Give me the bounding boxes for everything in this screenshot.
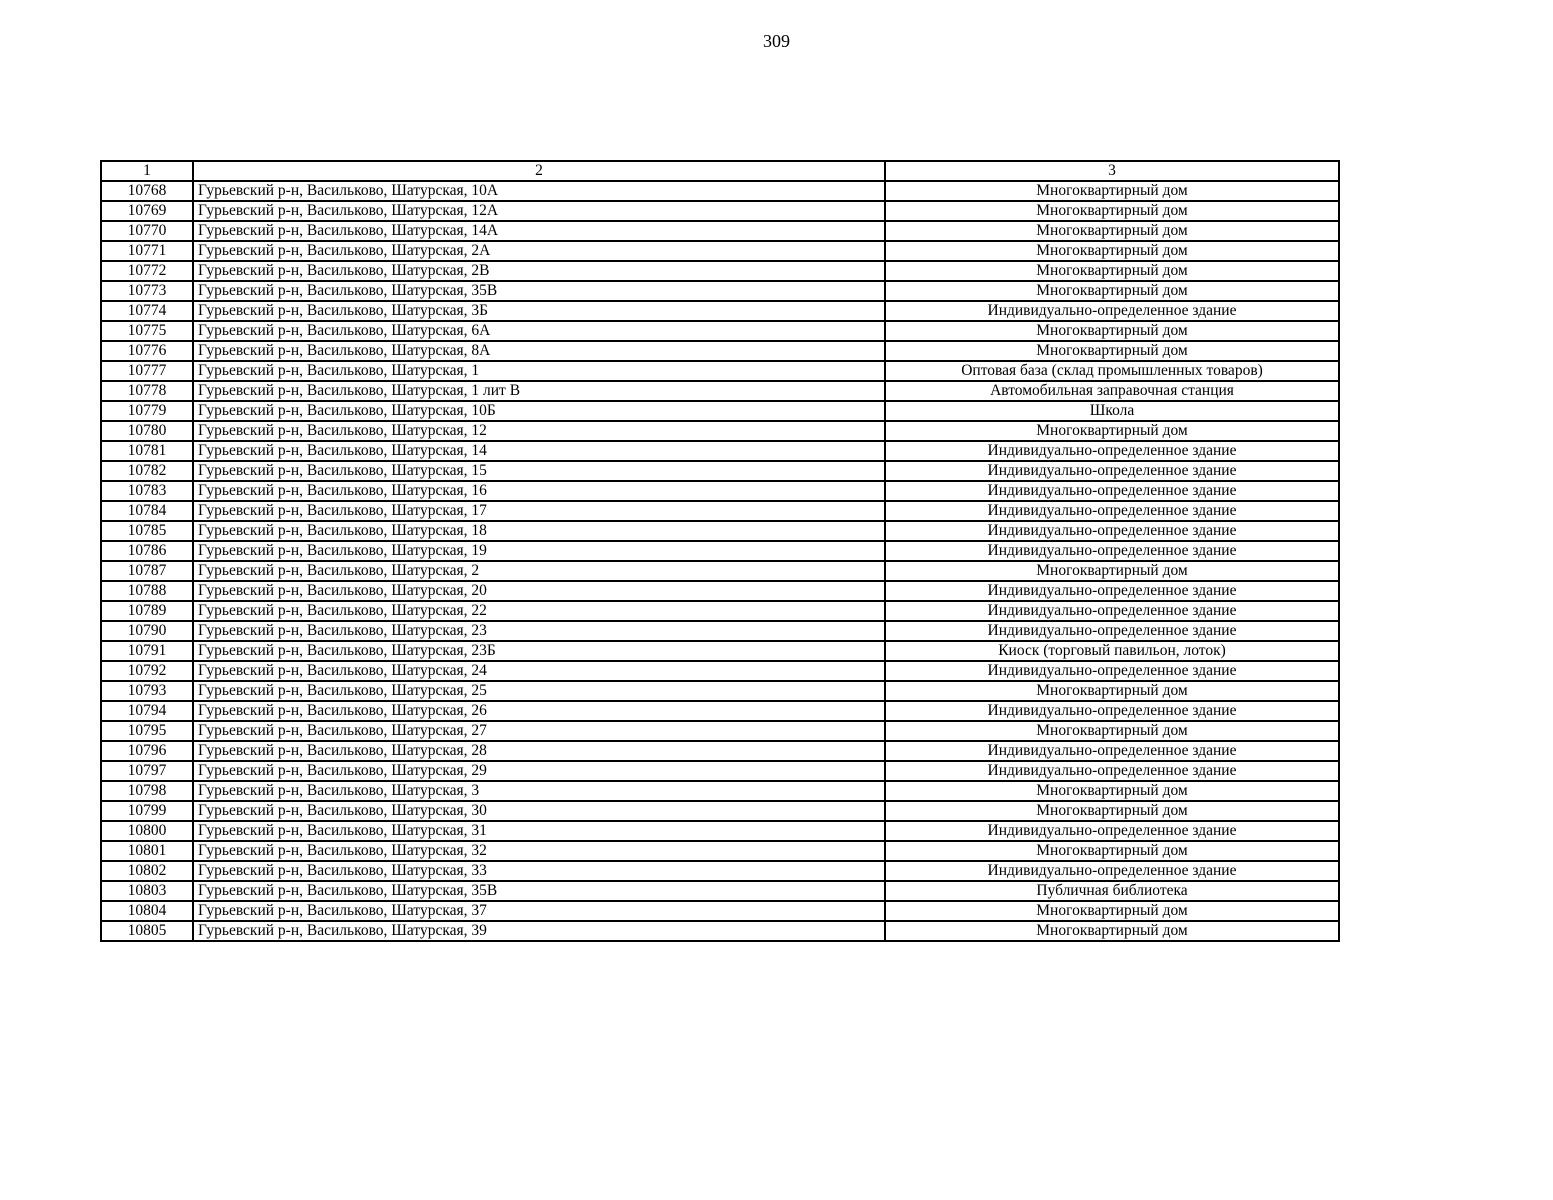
table-body (101, 181, 1339, 941)
row-address-cell: Гурьевский р-н, Васильково, Шатурская, 19 (193, 541, 885, 561)
row-address-cell: Гурьевский р-н, Васильково, Шатурская, 15 (193, 461, 885, 481)
row-address-cell: Гурьевский р-н, Васильково, Шатурская, 31 (193, 821, 885, 841)
row-type-cell: Многоквартирный дом (885, 201, 1339, 221)
row-id-cell: 10798 (101, 781, 193, 801)
row-type-cell: Многоквартирный дом (885, 901, 1339, 921)
row-address-cell: Гурьевский р-н, Васильково, Шатурская, 30 (193, 801, 885, 821)
table-row (101, 541, 1339, 561)
row-address-cell: Гурьевский р-н, Васильково, Шатурская, 20 (193, 581, 885, 601)
row-id-cell: 10789 (101, 601, 193, 621)
row-type-cell: Индивидуально-определенное здание (885, 441, 1339, 461)
table-header-row (101, 161, 1339, 181)
row-id-cell: 10793 (101, 681, 193, 701)
row-type-cell: Киоск (торговый павильон, лоток) (885, 641, 1339, 661)
row-id-cell: 10778 (101, 381, 193, 401)
row-id-cell: 10787 (101, 561, 193, 581)
table-row (101, 821, 1339, 841)
row-type-cell: Многоквартирный дом (885, 341, 1339, 361)
row-type-cell: Многоквартирный дом (885, 561, 1339, 581)
row-address-cell: Гурьевский р-н, Васильково, Шатурская, 35В (193, 881, 885, 901)
row-type-cell: Индивидуально-определенное здание (885, 741, 1339, 761)
row-address-cell: Гурьевский р-н, Васильково, Шатурская, 23 (193, 621, 885, 641)
table-row (101, 641, 1339, 661)
row-id-cell: 10796 (101, 741, 193, 761)
row-type-cell: Многоквартирный дом (885, 841, 1339, 861)
row-address-cell: Гурьевский р-н, Васильково, Шатурская, 1 (193, 361, 885, 381)
row-type-cell: Автомобильная заправочная станция (885, 381, 1339, 401)
row-type-cell: Индивидуально-определенное здание (885, 861, 1339, 881)
row-id-cell: 10782 (101, 461, 193, 481)
row-type-cell: Многоквартирный дом (885, 221, 1339, 241)
row-type-cell: Индивидуально-определенное здание (885, 761, 1339, 781)
row-address-cell: Гурьевский р-н, Васильково, Шатурская, 22 (193, 601, 885, 621)
table-row (101, 801, 1339, 821)
row-id-cell: 10784 (101, 501, 193, 521)
table-row (101, 301, 1339, 321)
row-address-cell: Гурьевский р-н, Васильково, Шатурская, 37 (193, 901, 885, 921)
table-row (101, 361, 1339, 381)
row-id-cell: 10792 (101, 661, 193, 681)
row-id-cell: 10799 (101, 801, 193, 821)
row-address-cell: Гурьевский р-н, Васильково, Шатурская, 28 (193, 741, 885, 761)
row-id-cell: 10783 (101, 481, 193, 501)
row-address-cell: Гурьевский р-н, Васильково, Шатурская, 2 (193, 561, 885, 581)
row-address-cell: Гурьевский р-н, Васильково, Шатурская, 23Б (193, 641, 885, 661)
row-id-cell: 10772 (101, 261, 193, 281)
row-type-cell: Индивидуально-определенное здание (885, 541, 1339, 561)
table-row (101, 521, 1339, 541)
row-address-cell: Гурьевский р-н, Васильково, Шатурская, 10А (193, 181, 885, 201)
table-row (101, 901, 1339, 921)
table-row (101, 561, 1339, 581)
row-address-cell: Гурьевский р-н, Васильково, Шатурская, 29 (193, 761, 885, 781)
row-address-cell: Гурьевский р-н, Васильково, Шатурская, 39 (193, 921, 885, 941)
table-row (101, 921, 1339, 941)
row-address-cell: Гурьевский р-н, Васильково, Шатурская, 2В (193, 261, 885, 281)
row-address-cell: Гурьевский р-н, Васильково, Шатурская, 18 (193, 521, 885, 541)
table-row (101, 221, 1339, 241)
row-address-cell: Гурьевский р-н, Васильково, Шатурская, 32 (193, 841, 885, 861)
row-id-cell: 10805 (101, 921, 193, 941)
table-row (101, 181, 1339, 201)
row-address-cell: Гурьевский р-н, Васильково, Шатурская, 24 (193, 661, 885, 681)
row-type-cell: Индивидуально-определенное здание (885, 621, 1339, 641)
row-id-cell: 10804 (101, 901, 193, 921)
row-type-cell: Индивидуально-определенное здание (885, 821, 1339, 841)
row-type-cell: Индивидуально-определенное здание (885, 581, 1339, 601)
row-type-cell: Многоквартирный дом (885, 261, 1339, 281)
row-address-cell: Гурьевский р-н, Васильково, Шатурская, 12А (193, 201, 885, 221)
row-type-cell: Индивидуально-определенное здание (885, 501, 1339, 521)
registry-table (100, 160, 1340, 942)
row-address-cell: Гурьевский р-н, Васильково, Шатурская, 3Б (193, 301, 885, 321)
row-id-cell: 10800 (101, 821, 193, 841)
table-row (101, 581, 1339, 601)
row-id-cell: 10779 (101, 401, 193, 421)
table-row (101, 681, 1339, 701)
row-address-cell: Гурьевский р-н, Васильково, Шатурская, 14А (193, 221, 885, 241)
row-id-cell: 10775 (101, 321, 193, 341)
row-address-cell: Гурьевский р-н, Васильково, Шатурская, 17 (193, 501, 885, 521)
row-type-cell: Оптовая база (склад промышленных товаров) (885, 361, 1339, 381)
row-id-cell: 10781 (101, 441, 193, 461)
row-type-cell: Многоквартирный дом (885, 181, 1339, 201)
row-address-cell: Гурьевский р-н, Васильково, Шатурская, 2А (193, 241, 885, 261)
row-type-cell: Многоквартирный дом (885, 421, 1339, 441)
row-type-cell: Многоквартирный дом (885, 281, 1339, 301)
row-address-cell: Гурьевский р-н, Васильково, Шатурская, 3 (193, 781, 885, 801)
row-type-cell: Индивидуально-определенное здание (885, 521, 1339, 541)
row-type-cell: Многоквартирный дом (885, 321, 1339, 341)
row-address-cell: Гурьевский р-н, Васильково, Шатурская, 26 (193, 701, 885, 721)
row-address-cell: Гурьевский р-н, Васильково, Шатурская, 25 (193, 681, 885, 701)
row-type-cell: Многоквартирный дом (885, 781, 1339, 801)
table-row (101, 701, 1339, 721)
table-row (101, 601, 1339, 621)
row-id-cell: 10785 (101, 521, 193, 541)
table-row (101, 781, 1339, 801)
table-row (101, 741, 1339, 761)
table-row (101, 381, 1339, 401)
table-row (101, 241, 1339, 261)
table-row (101, 481, 1339, 501)
row-id-cell: 10776 (101, 341, 193, 361)
table-row (101, 261, 1339, 281)
table-row (101, 341, 1339, 361)
table-row (101, 201, 1339, 221)
row-type-cell: Публичная библиотека (885, 881, 1339, 901)
row-id-cell: 10768 (101, 181, 193, 201)
page-number: 309 (763, 31, 790, 51)
column-header-1: 1 (101, 161, 193, 181)
table-row (101, 461, 1339, 481)
row-id-cell: 10803 (101, 881, 193, 901)
row-id-cell: 10771 (101, 241, 193, 261)
row-type-cell: Многоквартирный дом (885, 721, 1339, 741)
row-id-cell: 10777 (101, 361, 193, 381)
row-address-cell: Гурьевский р-н, Васильково, Шатурская, 14 (193, 441, 885, 461)
table-row (101, 501, 1339, 521)
row-type-cell: Индивидуально-определенное здание (885, 661, 1339, 681)
row-id-cell: 10774 (101, 301, 193, 321)
row-id-cell: 10801 (101, 841, 193, 861)
table-row (101, 881, 1339, 901)
row-id-cell: 10770 (101, 221, 193, 241)
table-row (101, 841, 1339, 861)
row-id-cell: 10769 (101, 201, 193, 221)
table-row (101, 621, 1339, 641)
row-type-cell: Индивидуально-определенное здание (885, 301, 1339, 321)
table-row (101, 661, 1339, 681)
row-address-cell: Гурьевский р-н, Васильково, Шатурская, 16 (193, 481, 885, 501)
table-row (101, 401, 1339, 421)
row-address-cell: Гурьевский р-н, Васильково, Шатурская, 8А (193, 341, 885, 361)
table-row (101, 321, 1339, 341)
table-row (101, 281, 1339, 301)
row-type-cell: Многоквартирный дом (885, 241, 1339, 261)
row-address-cell: Гурьевский р-н, Васильково, Шатурская, 12 (193, 421, 885, 441)
row-address-cell: Гурьевский р-н, Васильково, Шатурская, 33 (193, 861, 885, 881)
table-row (101, 721, 1339, 741)
row-type-cell: Индивидуально-определенное здание (885, 601, 1339, 621)
row-id-cell: 10773 (101, 281, 193, 301)
row-address-cell: Гурьевский р-н, Васильково, Шатурская, 1 лит В (193, 381, 885, 401)
row-id-cell: 10794 (101, 701, 193, 721)
row-id-cell: 10790 (101, 621, 193, 641)
column-header-2: 2 (193, 161, 885, 181)
row-type-cell: Многоквартирный дом (885, 681, 1339, 701)
row-address-cell: Гурьевский р-н, Васильково, Шатурская, 35В (193, 281, 885, 301)
column-header-3: 3 (885, 161, 1339, 181)
table-row (101, 761, 1339, 781)
row-type-cell: Школа (885, 401, 1339, 421)
row-type-cell: Многоквартирный дом (885, 801, 1339, 821)
row-address-cell: Гурьевский р-н, Васильково, Шатурская, 6А (193, 321, 885, 341)
row-address-cell: Гурьевский р-н, Васильково, Шатурская, 27 (193, 721, 885, 741)
row-id-cell: 10802 (101, 861, 193, 881)
row-type-cell: Индивидуально-определенное здание (885, 461, 1339, 481)
row-address-cell: Гурьевский р-н, Васильково, Шатурская, 10Б (193, 401, 885, 421)
row-id-cell: 10795 (101, 721, 193, 741)
row-id-cell: 10780 (101, 421, 193, 441)
table-row (101, 441, 1339, 461)
row-id-cell: 10797 (101, 761, 193, 781)
row-id-cell: 10788 (101, 581, 193, 601)
table-row (101, 861, 1339, 881)
row-type-cell: Индивидуально-определенное здание (885, 701, 1339, 721)
table-row (101, 421, 1339, 441)
row-id-cell: 10791 (101, 641, 193, 661)
row-type-cell: Многоквартирный дом (885, 921, 1339, 941)
row-type-cell: Индивидуально-определенное здание (885, 481, 1339, 501)
row-id-cell: 10786 (101, 541, 193, 561)
